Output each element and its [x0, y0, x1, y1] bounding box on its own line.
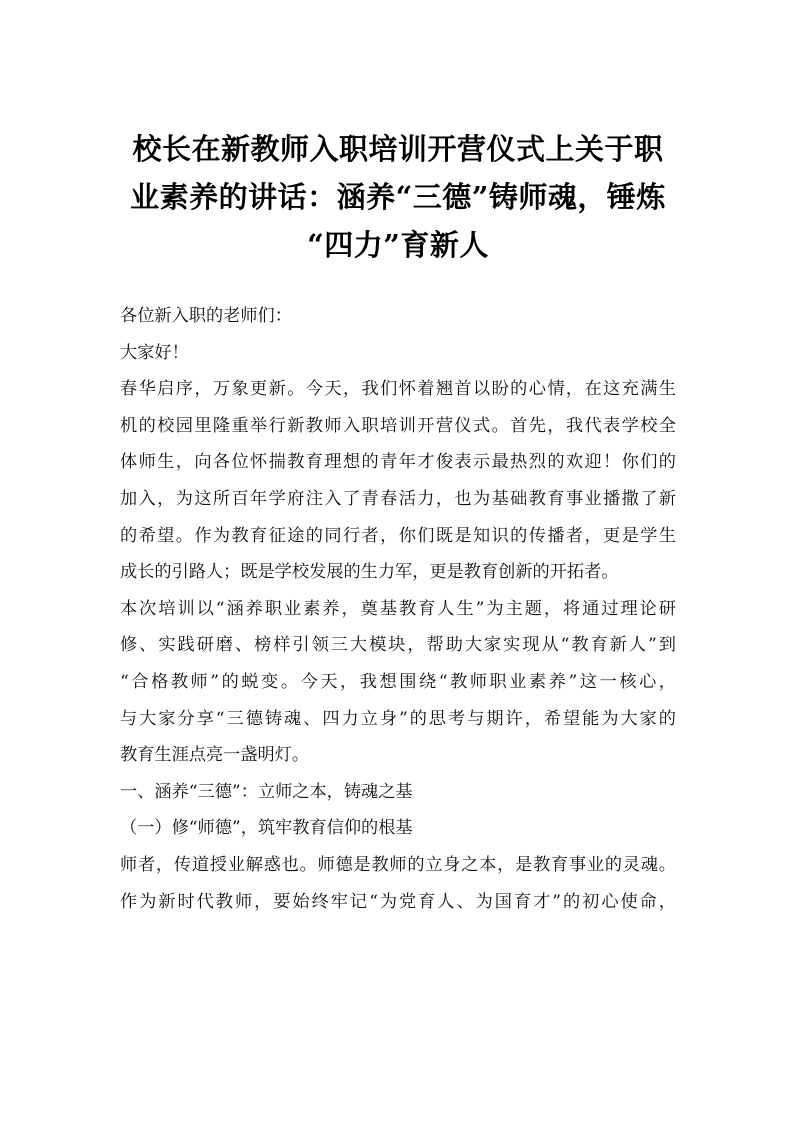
paragraph-line: 体师生，向各位怀揣教育理想的青年才俊表示最热烈的欢迎！你们的: [120, 452, 676, 473]
paragraph-line: 的希望。作为教育征途的同行者，你们既是知识的传播者，更是学生: [120, 525, 676, 546]
paragraph-line: “合格教师”的蜕变。今天，我想围绕“教师职业素养”这一核心，: [120, 671, 676, 692]
document-title: [118, 125, 678, 269]
title-line-1: 校长在新教师入职培训开营仪式上关于职: [132, 132, 664, 166]
paragraph-line: 教育生涯点亮一盏明灯。: [120, 745, 310, 766]
subsection-heading: （一）修“师德”，筑牢教育信仰的根基: [120, 818, 413, 839]
paragraph-line: 本次培训以“涵养职业素养，奠基教育人生”为主题，将通过理论研: [120, 598, 676, 619]
paragraph-opening: [120, 371, 676, 591]
paragraph-line: 修、实践研磨、榜样引领三大模块，帮助大家实现从“教育新人”到: [120, 635, 676, 656]
paragraph-line: 作为新时代教师，要始终牢记“为党育人、为国育才”的初心使命，: [120, 891, 676, 912]
paragraph-line: 成长的引路人；既是学校发展的生力军，更是教育创新的开拓者。: [120, 562, 619, 583]
paragraph-line: 与大家分享“三德铸魂、四力立身”的思考与期许，希望能为大家的: [120, 708, 676, 729]
section-heading: 一、涵养“三德”：立师之本，铸魂之基: [120, 781, 413, 802]
paragraph-line: 春华启序，万象更新。今天，我们怀着翘首以盼的心情，在这充满生: [120, 379, 676, 400]
title-line-2: 业素养的讲话：涵养“三德”铸师魂，锤炼: [130, 180, 666, 214]
title-line-3: “四力”育新人: [307, 228, 489, 262]
paragraph-line: 师者，传道授业解惑也。师德是教师的立身之本，是教育事业的灵魂。: [120, 854, 676, 875]
salutation: 各位新入职的老师们：: [120, 306, 292, 326]
paragraph-line: 加入，为这所百年学府注入了青春活力，也为基础教育事业播撒了新: [120, 488, 676, 509]
document-body: [120, 298, 676, 920]
paragraph-training-theme: [120, 591, 676, 774]
paragraph-teacher-ethics: [120, 847, 676, 920]
paragraph-line: 机的校园里隆重举行新教师入职培训开营仪式。首先，我代表学校全: [120, 415, 676, 436]
greeting: 大家好！: [120, 342, 189, 363]
